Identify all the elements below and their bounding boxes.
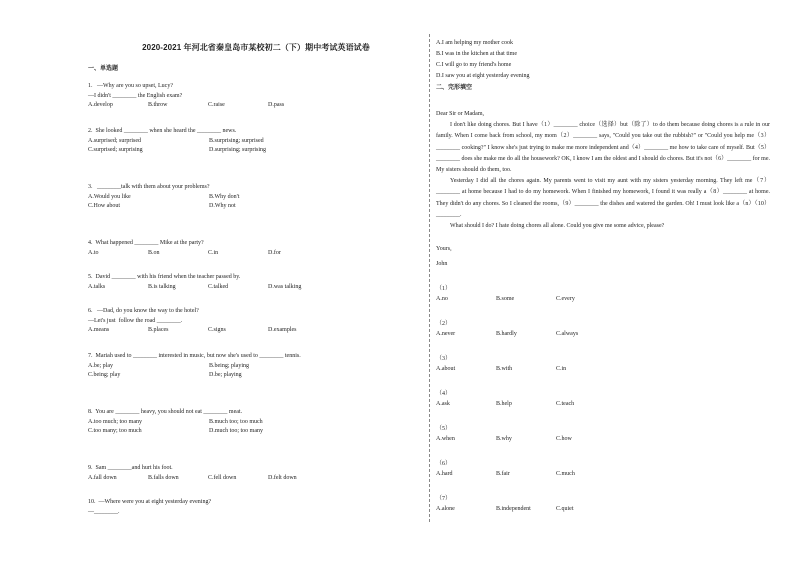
option-a[interactable]: A.hard <box>436 471 453 477</box>
option-b[interactable]: B.surprising; surprised <box>209 137 264 144</box>
question-options-row2 <box>88 371 424 381</box>
option-b[interactable]: B.help <box>496 401 512 407</box>
question-options-row2 <box>88 146 424 156</box>
q10-option-a[interactable]: A.I am helping my mother cook <box>436 40 513 46</box>
question-stem: 3. ________talk with them about your problems? <box>88 184 210 190</box>
option-a[interactable]: A.too much; too many <box>88 418 142 425</box>
option-c[interactable]: C.quiet <box>556 506 574 512</box>
question-options <box>88 474 424 484</box>
question-stem: 8. You are ________ heavy, you should not eat ________ meat. <box>88 409 243 415</box>
option-c[interactable]: C.teach <box>556 401 575 407</box>
cloze-number: （7） <box>436 496 452 502</box>
question-stem-line2: —Let's just follow the road ________. <box>88 317 183 324</box>
option-c[interactable]: C.too many; too much <box>88 428 142 434</box>
option-a[interactable]: A.Would you like <box>88 193 131 200</box>
left-column <box>88 42 424 515</box>
option-c[interactable]: C.signs <box>208 327 226 333</box>
option-c[interactable]: C.always <box>556 331 579 337</box>
letter-greeting: Dear Sir or Madam, <box>436 111 484 117</box>
cloze-question-5 <box>436 424 736 444</box>
option-c[interactable]: C.how <box>556 436 572 442</box>
section-single-choice: 一、单选题 <box>88 66 119 72</box>
question-stem: 9. Sam ________and hurt his foot. <box>88 465 173 471</box>
cloze-question-7 <box>436 494 736 514</box>
cloze-options <box>436 364 736 374</box>
question-options <box>88 249 424 259</box>
question-2 <box>88 127 424 156</box>
option-c[interactable]: C.much <box>556 471 575 477</box>
option-b[interactable]: B.independent <box>496 506 531 512</box>
question-options-row2 <box>88 202 424 212</box>
option-b[interactable]: B.fair <box>496 471 510 477</box>
option-a[interactable]: A.develop <box>88 102 113 108</box>
option-b[interactable]: B.is talking <box>148 283 176 290</box>
option-d[interactable]: D.be; playing <box>209 372 242 378</box>
question-options <box>88 362 424 372</box>
cloze-passage <box>436 109 770 232</box>
question-stem: 5. David ________ with his friend when the teacher passed by. <box>88 274 241 280</box>
question-options <box>88 101 424 111</box>
question-stem: 10. —Where were you at eight yesterday evening? <box>88 499 212 505</box>
option-b[interactable]: B.on <box>148 249 160 256</box>
cloze-options <box>436 504 736 514</box>
cloze-question-1 <box>436 284 736 304</box>
question-9 <box>88 464 424 483</box>
option-b[interactable]: B.throw <box>148 102 168 108</box>
option-c[interactable]: C.in <box>556 366 567 372</box>
option-c[interactable]: C.every <box>556 296 575 302</box>
question-stem: 6. —Dad, do you know the way to the hotel? <box>88 308 199 314</box>
cloze-number: （3） <box>436 356 452 362</box>
option-a[interactable]: A.means <box>88 327 110 333</box>
q10-option-d[interactable]: D.I saw you at eight yesterday evening <box>436 73 530 79</box>
section-cloze: 二、完形填空 <box>436 85 473 91</box>
question-stem: 7. Mariah used to ________ interested in music, but now she's used to ________ tennis. <box>88 353 301 359</box>
cloze-number: （1） <box>436 286 452 292</box>
letter-paragraph-1: I don't like doing chores. But I have（1）________ choice（选择）but（除了）to do them because doing chores is a rule in our family. When I come back from school, my mom（2）________ says, "Could you take out the rubbish?" or "Could you help me（3）________ cooking?" I know she's just trying to make me more independent and（4）________ me how to take care of myself. But（5）________ does she make me do all the housework? OK, I know I am the oldest and I should do chores. But it's not（6）________ for me. My sisters should do them, too. <box>436 122 770 174</box>
letter-signature: John <box>436 261 448 267</box>
question-options-row2 <box>88 427 424 437</box>
option-c[interactable]: C.surprised; surprising <box>88 147 143 153</box>
option-d[interactable]: D.felt down <box>268 474 297 481</box>
option-b[interactable]: B.falls down <box>148 474 179 481</box>
column-divider <box>429 34 430 522</box>
option-c[interactable]: C.being; play <box>88 372 121 378</box>
question-stem-line2: —I didn't ________ the English exam? <box>88 92 183 99</box>
option-d[interactable]: D.pass <box>268 102 285 108</box>
option-a[interactable]: A.to <box>88 249 99 256</box>
option-a[interactable]: A.no <box>436 296 448 302</box>
option-b[interactable]: B.with <box>496 366 513 372</box>
question-3 <box>88 183 424 212</box>
option-b[interactable]: B.being; playing <box>209 362 249 369</box>
cloze-number: （4） <box>436 391 452 397</box>
option-a[interactable]: A.when <box>436 436 455 442</box>
cloze-number: （2） <box>436 321 452 327</box>
option-b[interactable]: B.some <box>496 296 515 302</box>
question-options <box>88 326 424 336</box>
question-stem: 1. —Why are you so upset, Lucy? <box>88 83 173 89</box>
cloze-options <box>436 469 736 479</box>
option-b[interactable]: B.why <box>496 436 512 442</box>
question-8 <box>88 408 424 437</box>
cloze-options <box>436 434 736 444</box>
q10-option-b[interactable]: B.I was in the kitchen at that time <box>436 51 517 57</box>
option-b[interactable]: B.places <box>148 327 169 333</box>
option-c[interactable]: C.talked <box>208 283 229 290</box>
letter-paragraph-3: What should I do? I hate doing chores all alone. Could you give me some advice, please? <box>450 223 665 230</box>
cloze-question-3 <box>436 354 736 374</box>
option-c[interactable]: C.fell down <box>208 474 237 481</box>
option-b[interactable]: B.Why don't <box>209 193 240 200</box>
right-column <box>436 38 776 512</box>
cloze-number: （5） <box>436 426 452 432</box>
option-d[interactable]: D.examples <box>268 327 297 333</box>
question-options <box>88 418 424 428</box>
option-a[interactable]: A.about <box>436 366 456 372</box>
question-options <box>88 193 424 203</box>
letter-closing: Yours, <box>436 246 452 252</box>
question-10 <box>88 498 424 517</box>
exam-title: 2020-2021 年河北省秦皇岛市某校初二（下）期中考试英语试卷 <box>142 43 370 52</box>
option-d[interactable]: D.was talking <box>268 283 302 290</box>
option-d[interactable]: D.Why not <box>209 203 236 209</box>
cloze-number: （6） <box>436 461 452 467</box>
cloze-question-4 <box>436 389 736 409</box>
letter-paragraph-2: Yesterday I did all the chores again. My parents went to visit my aunt with my sisters yesterday morning. They left me（7）________ at home because I had to do my homework. When I finished my homework, I found it was really a（8）________ at home. They didn't do any chores. So I cleaned the rooms,（9）________ the dishes and watered the garden. Oh! I must look like a（n）（10）________. <box>436 178 770 218</box>
option-d[interactable]: D.surprising; surprising <box>209 147 266 153</box>
cloze-question-2 <box>436 319 736 339</box>
question-4 <box>88 239 424 258</box>
question-5 <box>88 273 424 292</box>
cloze-question-6 <box>436 459 736 479</box>
cloze-options <box>436 329 736 339</box>
option-a[interactable]: A.be; play <box>88 362 113 369</box>
option-a[interactable]: A.surprised; surprised <box>88 137 141 144</box>
option-a[interactable]: A.fall down <box>88 474 117 481</box>
option-d[interactable]: D.for <box>268 249 281 256</box>
question-stem: 4. What happened ________ Mike at the party? <box>88 240 204 246</box>
option-a[interactable]: A.never <box>436 331 456 337</box>
option-a[interactable]: A.ask <box>436 401 450 407</box>
cloze-options <box>436 399 736 409</box>
option-c[interactable]: C.in <box>208 249 219 256</box>
option-a[interactable]: A.alone <box>436 506 455 512</box>
option-c[interactable]: C.How about <box>88 203 120 209</box>
question-1 <box>88 82 424 111</box>
question-options <box>88 283 424 293</box>
question-stem-line2: —________. <box>88 508 120 515</box>
option-b[interactable]: B.hardly <box>496 331 517 337</box>
option-c[interactable]: C.raise <box>208 102 225 108</box>
cloze-options <box>436 294 736 304</box>
question-6 <box>88 307 424 336</box>
q10-option-c[interactable]: C.I will go to my friend's home <box>436 62 512 68</box>
option-b[interactable]: B.much too; too much <box>209 418 263 425</box>
question-stem: 2. She looked ________ when she heard the ________ news. <box>88 128 237 134</box>
question-options <box>88 137 424 147</box>
option-a[interactable]: A.talks <box>88 283 106 290</box>
question-7 <box>88 352 424 381</box>
option-d[interactable]: D.much too; too many <box>209 428 263 434</box>
